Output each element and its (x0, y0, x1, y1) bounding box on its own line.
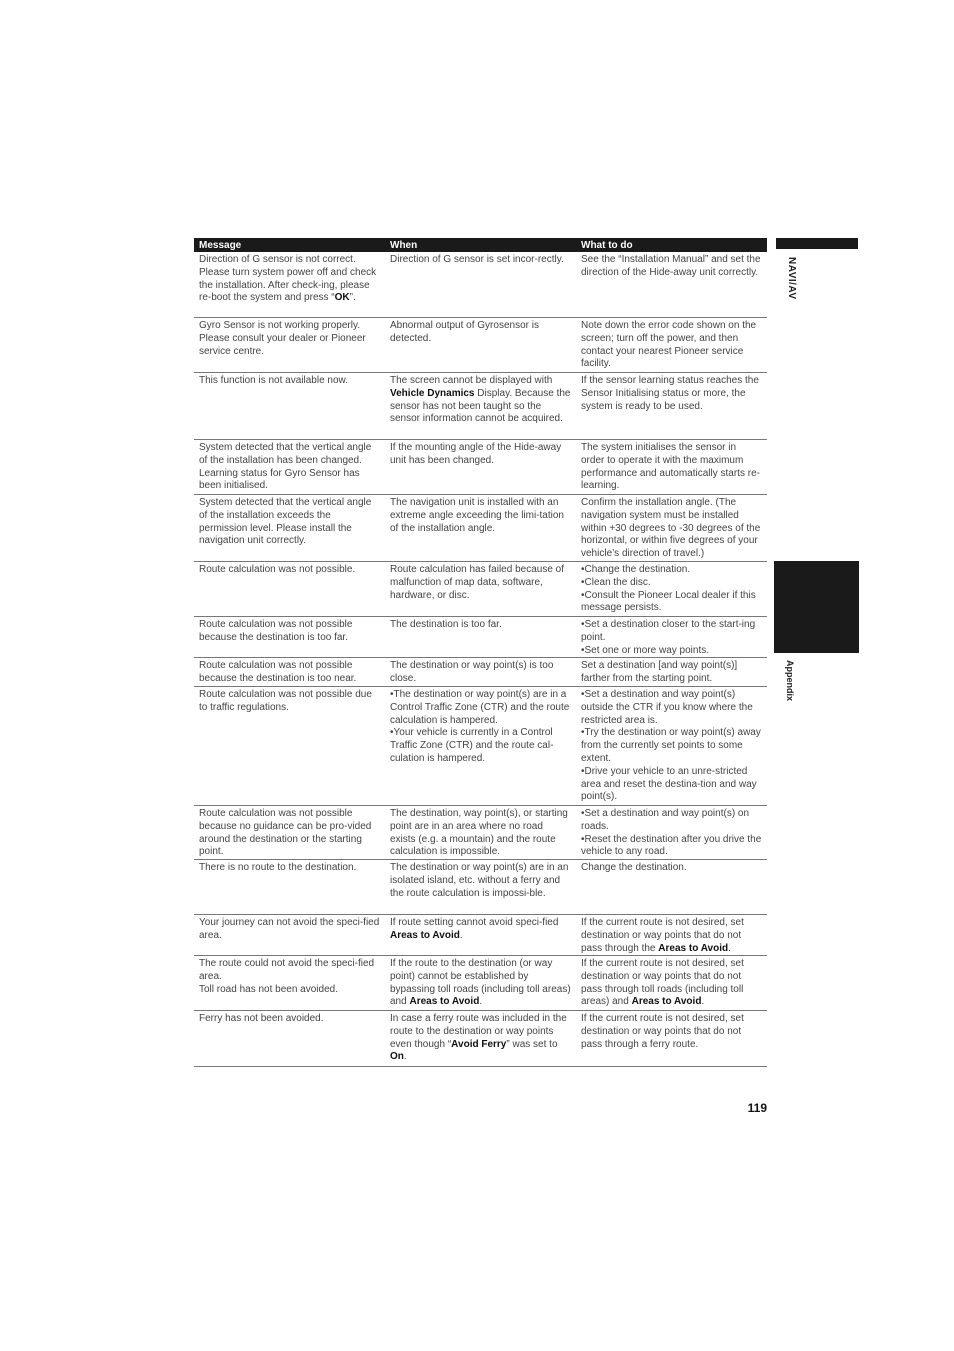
page-number: 119 (747, 1101, 767, 1115)
what-to-do-cell (576, 687, 767, 805)
when-cell (385, 617, 576, 657)
when-cell (385, 440, 576, 494)
cell-text: Note down the error code shown on the screen; turn off the power, and then contact your nearest Pioneer service facility. (581, 320, 757, 370)
cell-text: Route calculation was not possible due to traffic regulations. (199, 689, 372, 713)
when-cell (385, 318, 576, 372)
cell-text: Route calculation was not possible because the destination is too near. (199, 660, 357, 684)
cell-text: Change the destination. (581, 862, 687, 873)
navi-av-label: NAVI/AV (786, 257, 797, 300)
cell-text: Route calculation was not possible because the destination is too far. (199, 619, 353, 643)
cell-text: System detected that the vertical angle of the installation exceeds the permission level. Please install the navigation unit correctly. (199, 497, 372, 547)
cell-text: The navigation unit is installed with an extreme angle exceeding the limi-tation of the installation angle. (390, 497, 564, 534)
cell-text: Route calculation has failed because of malfunction of map data, software, hardware, or disc. (390, 564, 565, 601)
what-to-do-cell (576, 495, 767, 561)
message-cell (194, 687, 385, 805)
table-row (194, 562, 767, 617)
what-to-do-cell (576, 1011, 767, 1066)
cell-text: •Consult the Pioneer Local dealer if this message persists. (581, 589, 756, 614)
what-to-do-cell (576, 373, 767, 439)
message-cell (194, 617, 385, 657)
when-cell (385, 915, 576, 955)
table-row (194, 956, 767, 1011)
appendix-tab (774, 561, 859, 653)
when-cell (385, 373, 576, 439)
table-row (194, 495, 767, 562)
what-to-do-cell (576, 860, 767, 914)
what-to-do-cell (576, 806, 767, 859)
message-cell (194, 562, 385, 616)
table-body (194, 252, 767, 1067)
cell-text: Set a destination [and way point(s)] farther from the starting point. (581, 660, 738, 684)
cell-text: System detected that the vertical angle of the installation has been changed. Learning status for Gyro Sensor has been initialised. (199, 442, 372, 492)
when-cell (385, 956, 576, 1010)
when-cell (385, 562, 576, 616)
cell-text: If the mounting angle of the Hide-away unit has been changed. (390, 442, 562, 466)
cell-text: Toll road has not been avoided. (199, 983, 338, 995)
cell-text: If the current route is not desired, set destination or way points that do not pass through the Areas to Avoid. (581, 917, 744, 954)
cell-text: •Reset the destination after you drive the vehicle to any road. (581, 833, 762, 858)
what-to-do-cell (576, 617, 767, 657)
cell-text: Abnormal output of Gyrosensor is detected. (390, 320, 539, 344)
navi-av-tab (776, 238, 858, 249)
message-cell (194, 860, 385, 914)
table-row (194, 860, 767, 915)
message-cell (194, 440, 385, 494)
cell-text: Confirm the installation angle. (The navigation system must be installed within +30 degrees to -30 degrees of the horizontal, or within five degrees of your vehicle’s direction of travel.) (581, 497, 761, 560)
what-to-do-cell (576, 440, 767, 494)
message-cell (194, 252, 385, 317)
what-to-do-cell (576, 956, 767, 1010)
what-to-do-cell (576, 658, 767, 686)
cell-text: •Set a destination closer to the start-ing point. (581, 619, 756, 643)
what-to-do-cell (576, 252, 767, 317)
cell-text: Gyro Sensor is not working properly. Please consult your dealer or Pioneer service centre. (199, 320, 366, 357)
what-to-do-cell (576, 318, 767, 372)
header-what-to-do: What to do (581, 239, 633, 251)
table-row (194, 1011, 767, 1067)
message-cell (194, 1011, 385, 1066)
when-cell (385, 495, 576, 561)
table-row (194, 252, 767, 318)
cell-text: •The destination or way point(s) are in a Control Traffic Zone (CTR) and the route calculation is hampered. (390, 689, 570, 726)
when-cell (385, 806, 576, 859)
cell-text: The system initialises the sensor in order to operate it with the maximum performance and automatically starts re-learning. (581, 442, 760, 492)
cell-text: •Your vehicle is currently in a Control Traffic Zone (CTR) and the route cal-culation is hampered. (390, 727, 554, 764)
cell-text: Direction of G sensor is not correct. Please turn system power off and check the installation. After check-ing, please re-boot the system and press “OK”. (199, 254, 377, 304)
cell-text: The screen cannot be displayed with Vehicle Dynamics Display. Because the sensor has not been taught so the sensor information cannot be acquired. (390, 375, 571, 425)
header-message: Message (199, 239, 242, 251)
when-cell (385, 252, 576, 317)
message-cell (194, 495, 385, 561)
table-row (194, 687, 767, 806)
cell-text: There is no route to the destination. (199, 862, 357, 873)
message-cell (194, 318, 385, 372)
cell-text: •Set one or more way points. (581, 644, 710, 656)
cell-text: The destination or way point(s) is too close. (390, 660, 554, 684)
appendix-label: Appendix (785, 660, 795, 702)
cell-text: Route calculation was not possible. (199, 564, 356, 575)
table-row (194, 373, 767, 440)
cell-text: •Try the destination or way point(s) away from the currently set points to some extent. (581, 727, 761, 764)
when-cell (385, 687, 576, 805)
when-cell (385, 1011, 576, 1066)
cell-text: Your journey can not avoid the speci-fied area. (199, 917, 380, 941)
table-row (194, 440, 767, 495)
cell-text: The destination or way point(s) are in an isolated island, etc. without a ferry and the route calculation is impossi-ble. (390, 862, 569, 899)
table-row (194, 318, 767, 373)
cell-text: In case a ferry route was included in the route to the destination or way points even though “Avoid Ferry” was set to On. (390, 1013, 567, 1063)
message-table (194, 238, 767, 1067)
header-when: When (390, 239, 418, 251)
cell-text: The destination, way point(s), or starting point are in an area where no road exists (e.g. a mountain) and the route calculation is impossible. (390, 808, 568, 858)
cell-text: If the sensor learning status reaches the Sensor Initialising status or more, the system is ready to be used. (581, 375, 759, 412)
what-to-do-cell (576, 915, 767, 955)
cell-text: •Clean the disc. (581, 576, 651, 588)
cell-text: Route calculation was not possible because no guidance can be pro-vided around the destination or the starting point. (199, 808, 372, 858)
message-cell (194, 956, 385, 1010)
what-to-do-cell (576, 562, 767, 616)
cell-text: This function is not available now. (199, 375, 348, 386)
message-cell (194, 806, 385, 859)
table-row (194, 806, 767, 860)
message-cell (194, 373, 385, 439)
message-cell (194, 658, 385, 686)
cell-text: The destination is too far. (390, 619, 502, 630)
cell-text: •Set a destination and way point(s) on roads. (581, 808, 750, 832)
table-header (194, 238, 767, 252)
message-cell (194, 915, 385, 955)
cell-text: If the route to the destination (or way point) cannot be established by bypassing toll roads (including toll areas) and Areas to Avoid. (390, 958, 571, 1008)
table-row (194, 915, 767, 956)
cell-text: The route could not avoid the speci-fied area. (199, 958, 375, 982)
cell-text: •Change the destination. (581, 564, 691, 575)
cell-text: •Drive your vehicle to an unre-stricted area and reset the destina-tion and way point(s). (581, 765, 757, 803)
when-cell (385, 658, 576, 686)
table-row (194, 658, 767, 687)
cell-text: Ferry has not been avoided. (199, 1013, 324, 1024)
table-row (194, 617, 767, 658)
when-cell (385, 860, 576, 914)
cell-text: •Set a destination and way point(s) outside the CTR if you know where the restricted area is. (581, 689, 753, 726)
cell-text: If the current route is not desired, set destination or way points that do not pass through toll roads (including toll areas) and Areas to Avoid. (581, 958, 744, 1008)
cell-text: If route setting cannot avoid speci-fied Areas to Avoid. (390, 917, 559, 941)
cell-text: If the current route is not desired, set destination or way points that do not pass through a ferry route. (581, 1013, 744, 1050)
cell-text: See the “Installation Manual” and set the direction of the Hide-away unit correctly. (581, 254, 761, 278)
cell-text: Direction of G sensor is set incor-rectly. (390, 254, 564, 265)
